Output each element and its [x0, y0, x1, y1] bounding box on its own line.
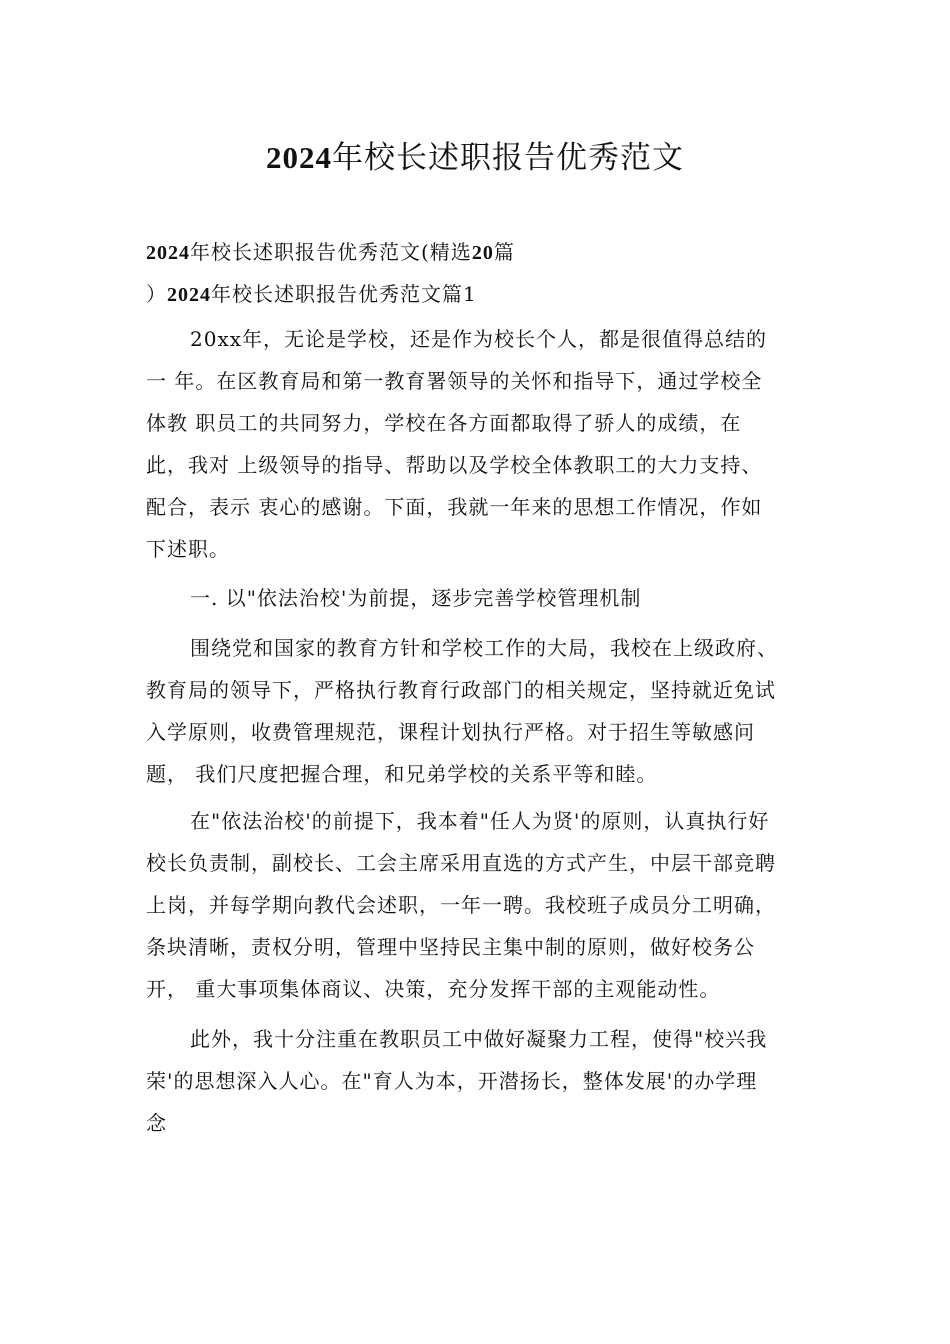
paragraph-1 [146, 318, 816, 570]
paragraph-line: 配合，表示 衷心的感谢。下面，我就一年来的思想工作情况，作如 [146, 495, 763, 519]
paragraph-line: 20xx年，无论是学校，还是作为校长个人，都是很值得总结的 [190, 327, 768, 351]
paragraph-3 [146, 800, 816, 1010]
subtitle-count: 20 [471, 242, 494, 264]
section-year: 2024 [167, 284, 211, 306]
paragraph-line: 教育局的领导下，严格执行教育行政部门的相关规定，坚持就近免试 [146, 678, 776, 702]
title-text: 年校长述职报告优秀范文 [332, 140, 684, 176]
paragraph-line: 条块清晰，责权分明，管理中坚持民主集中制的原则，做好校务公 [146, 935, 755, 959]
paragraph-4 [146, 1018, 816, 1144]
subtitle-block [146, 231, 816, 315]
paragraph-line: 围绕党和国家的教育方针和学校工作的大局，我校在上级政府、 [190, 636, 778, 660]
paragraph-line: 荣'的思想深入人心。在"育人为本，开潜扬长，整体发展'的办学理 [146, 1069, 758, 1093]
paragraph-line: 在"依法治校'的前提下，我本着"任人为贤'的原则，认真执行好 [190, 809, 770, 833]
paragraph-line: 体教 职员工的共同努力，学校在各方面都取得了骄人的成绩，在 [146, 411, 742, 435]
document-title [0, 136, 950, 180]
paragraph-line: 下述职。 [146, 537, 230, 561]
paragraph-line: 题， 我们尺度把握合理，和兄弟学校的关系平等和睦。 [146, 762, 658, 786]
section-number: 1 [463, 282, 477, 306]
section-heading-line: 一. 以"依法治校'为前提，逐步完善学校管理机制 [190, 586, 642, 610]
subtitle-end: 篇 [493, 240, 515, 264]
title-year: 2024 [266, 140, 332, 175]
section-heading-text: 年校长述职报告优秀范文篇 [211, 282, 463, 306]
paragraph-line: 上岗，并每学期向教代会述职，一年一聘。我校班子成员分工明确， [146, 893, 776, 917]
section-heading-1 [146, 577, 816, 619]
paragraph-line: 此外，我十分注重在教职员工中做好凝聚力工程，使得"校兴我 [190, 1027, 768, 1051]
subtitle-year: 2024 [146, 242, 190, 264]
paragraph-line: 此，我对 上级领导的指导、帮助以及学校全体教职工的大力支持、 [146, 453, 763, 477]
subtitle-text: 年校长述职报告优秀范文(精选 [190, 240, 472, 264]
paragraph-line: 一 年。在区教育局和第一教育署领导的关怀和指导下，通过学校全 [146, 369, 763, 393]
paragraph-2 [146, 627, 816, 795]
subtitle-line-1 [146, 231, 816, 273]
subtitle-line-2 [146, 273, 816, 315]
paragraph-line: 校长负责制，副校长、工会主席采用直选的方式产生，中层干部竞聘 [146, 851, 776, 875]
paragraph-line: 开， 重大事项集体商议、决策，充分发挥干部的主观能动性。 [146, 977, 721, 1001]
paragraph-line: 念 [146, 1111, 167, 1135]
paragraph-line: 入学原则，收费管理规范，课程计划执行严格。对于招生等敏感问 [146, 720, 755, 744]
subtitle-paren: ） [146, 282, 167, 306]
